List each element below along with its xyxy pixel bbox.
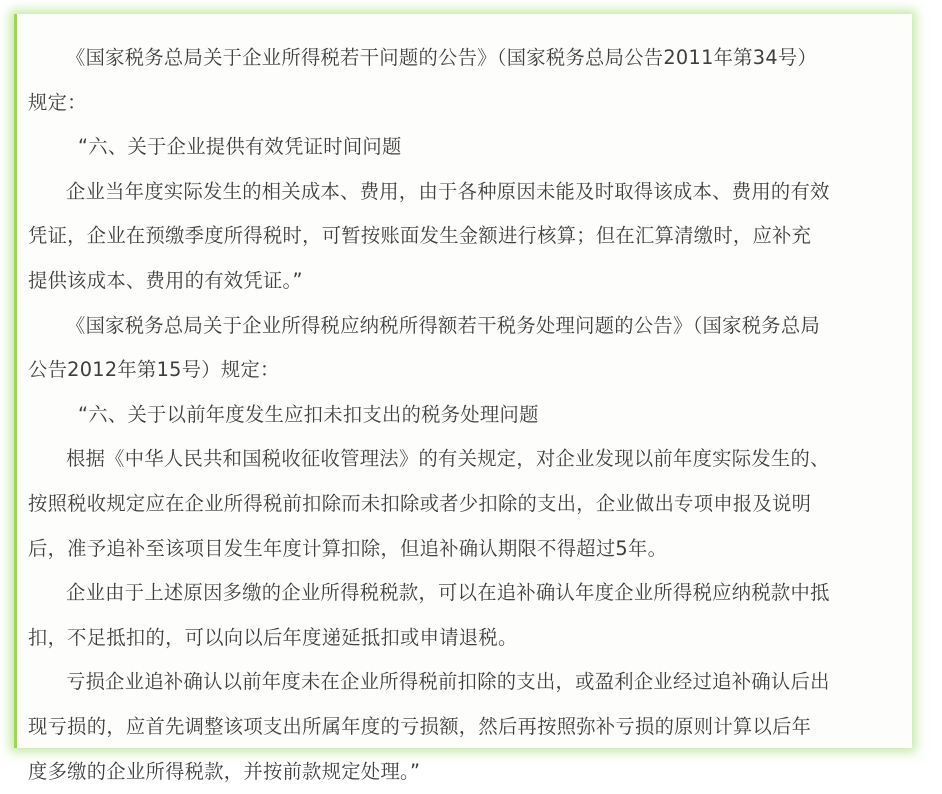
text-line: 企业由于上述原因多缴的企业所得税税款，可以在追补确认年度企业所得税应纳税款中抵 <box>28 571 908 616</box>
text-line: 度多缴的企业所得税款，并按前款规定处理。” <box>28 750 908 794</box>
text-line: 企业当年度实际发生的相关成本、费用，由于各种原因未能及时取得该成本、费用的有效 <box>28 170 908 215</box>
text-line: 规定： <box>28 81 908 126</box>
text-line: 《国家税务总局关于企业所得税若干问题的公告》（国家税务总局公告2011年第34号） <box>28 36 908 81</box>
text-line: 扣，不足抵扣的，可以向以后年度递延抵扣或申请退税。 <box>28 616 908 661</box>
document-frame <box>14 14 912 748</box>
text-line: “六、关于以前年度发生应扣未扣支出的税务处理问题 <box>28 393 908 438</box>
text-line: “六、关于企业提供有效凭证时间问题 <box>28 125 908 170</box>
document-body <box>28 36 908 794</box>
text-line: 提供该成本、费用的有效凭证。” <box>28 259 908 304</box>
text-line: 按照税收规定应在企业所得税前扣除而未扣除或者少扣除的支出，企业做出专项申报及说明 <box>28 482 908 527</box>
text-line: 凭证，企业在预缴季度所得税时，可暂按账面发生金额进行核算；但在汇算清缴时，应补充 <box>28 214 908 259</box>
text-line: 《国家税务总局关于企业所得税应纳税所得额若干税务处理问题的公告》（国家税务总局 <box>28 304 908 349</box>
text-line: 根据《中华人民共和国税收征收管理法》的有关规定，对企业发现以前年度实际发生的、 <box>28 437 908 482</box>
text-line: 亏损企业追补确认以前年度未在企业所得税前扣除的支出，或盈利企业经过追补确认后出 <box>28 660 908 705</box>
text-line: 后，准予追补至该项目发生年度计算扣除，但追补确认期限不得超过5年。 <box>28 527 908 572</box>
text-line: 现亏损的，应首先调整该项支出所属年度的亏损额，然后再按照弥补亏损的原则计算以后年 <box>28 705 908 750</box>
text-line: 公告2012年第15号）规定： <box>28 348 908 393</box>
